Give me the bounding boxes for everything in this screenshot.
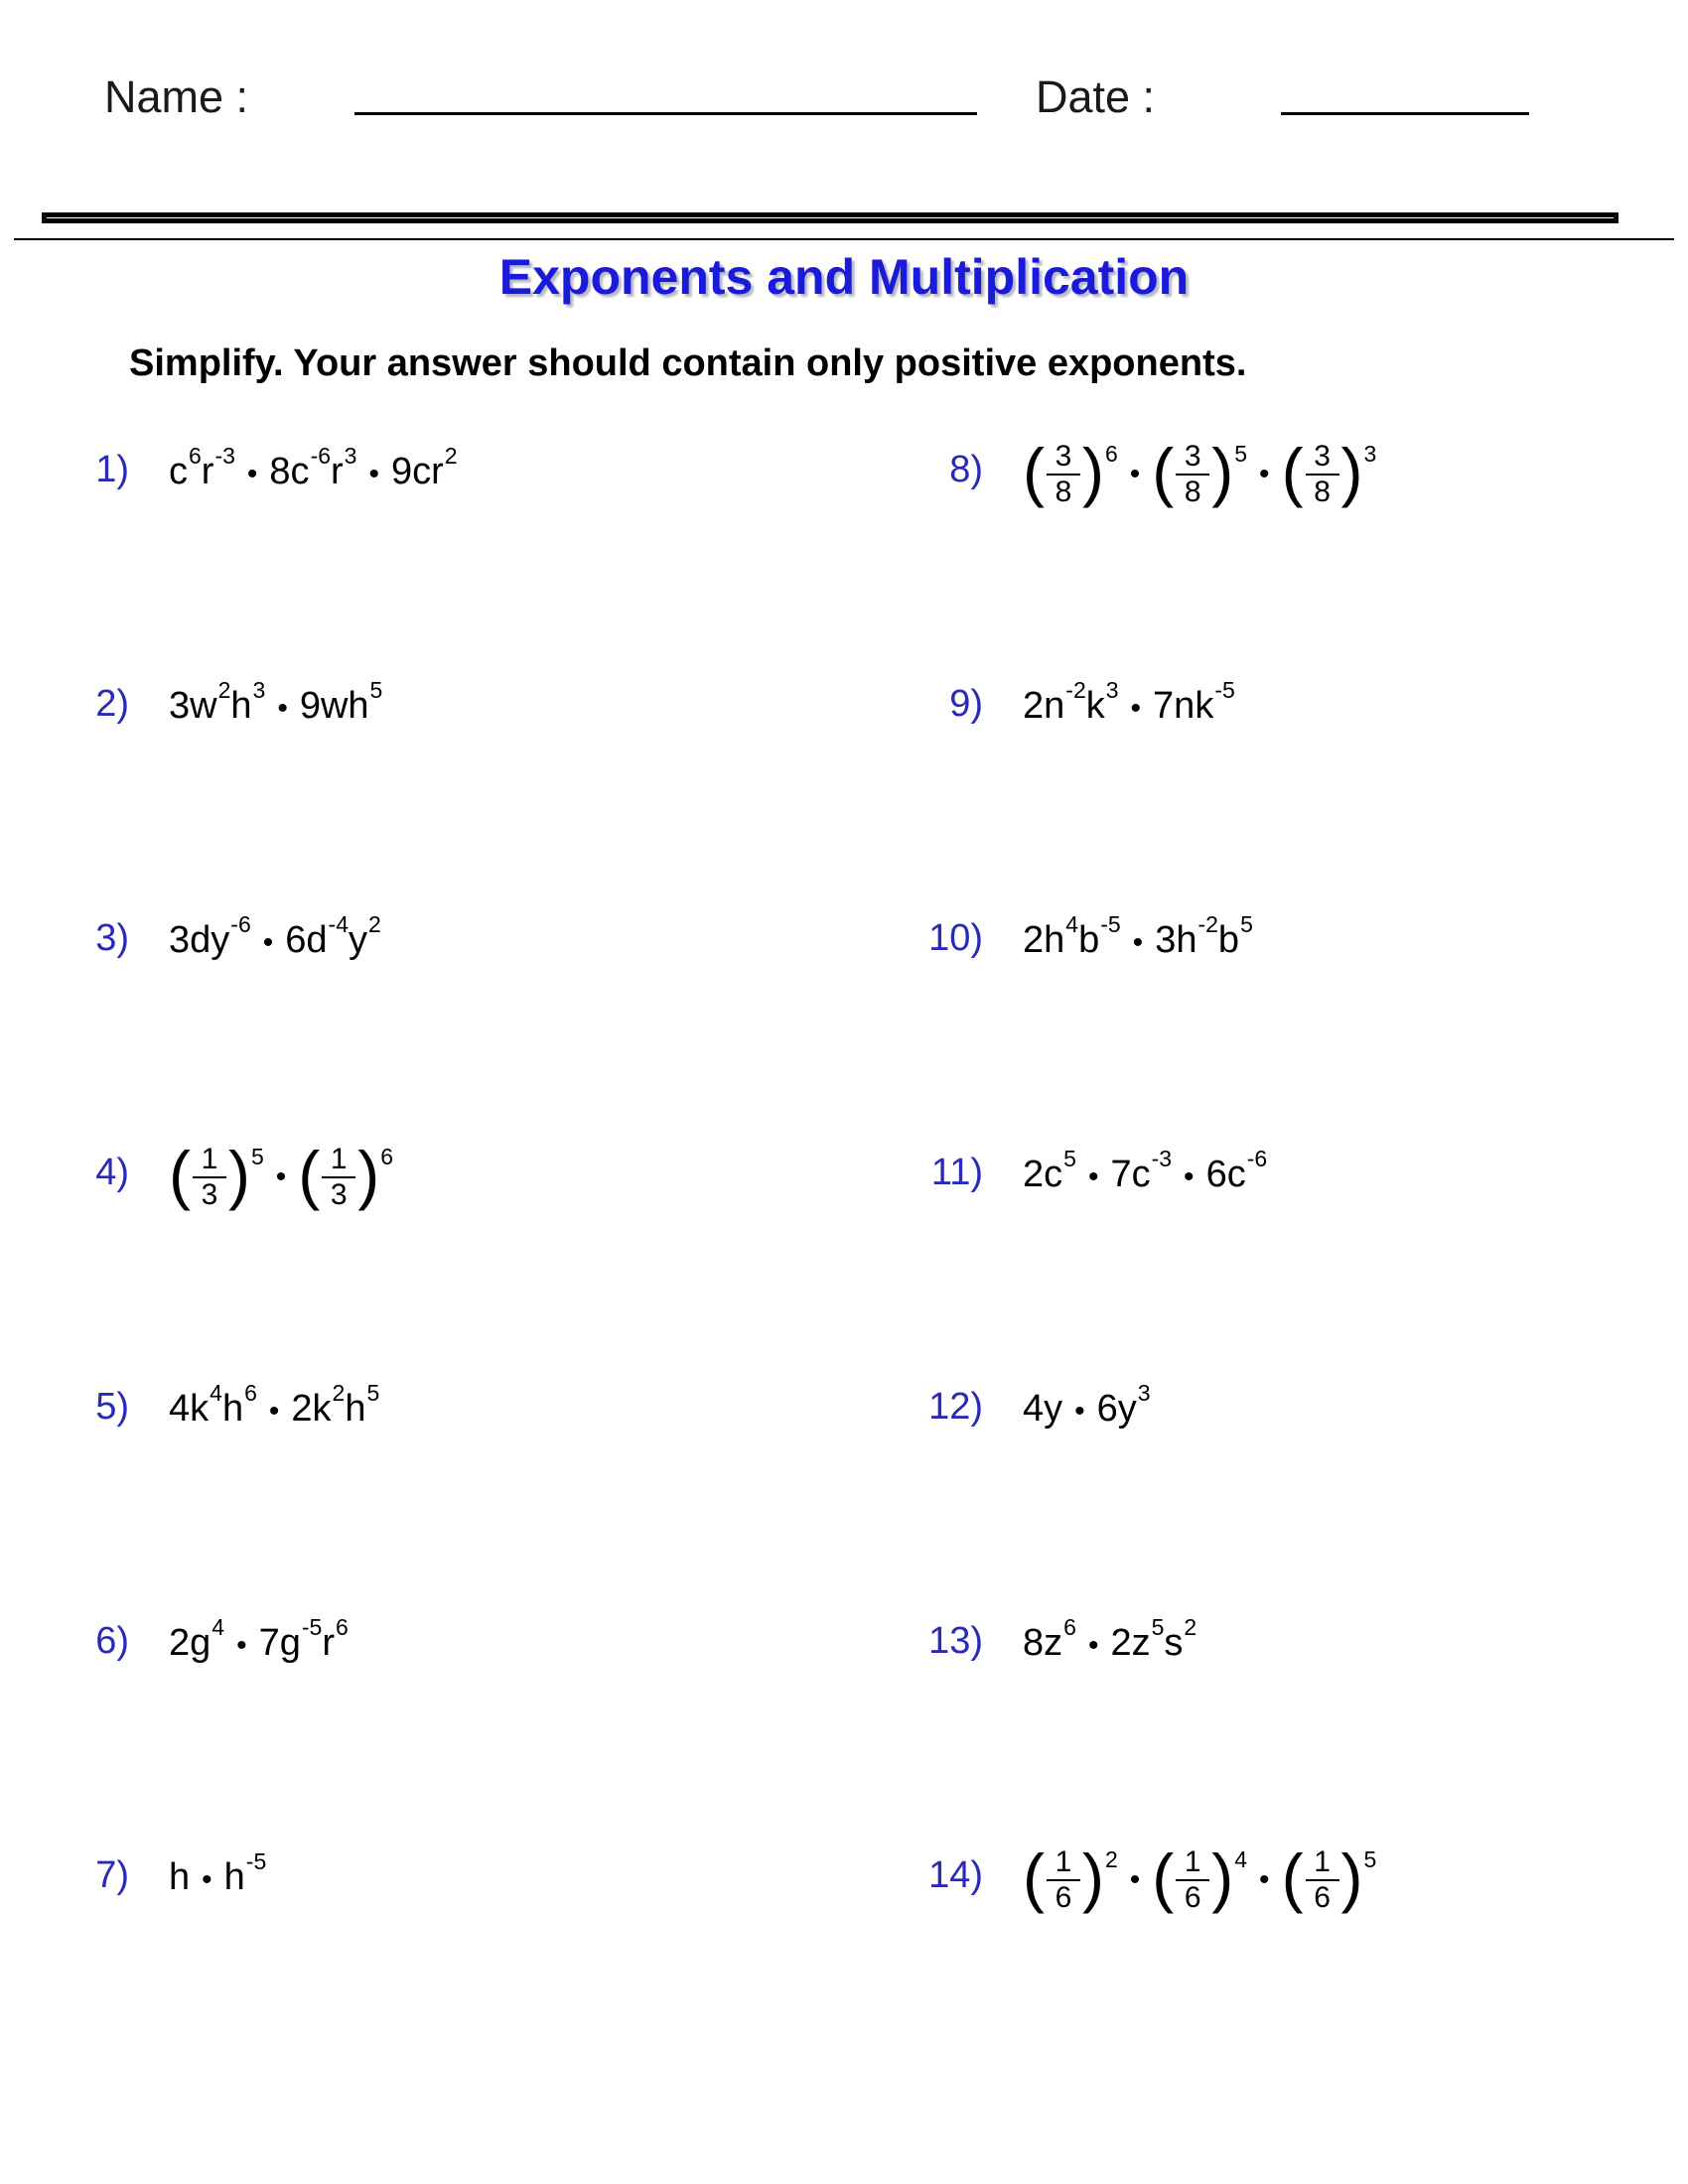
exponent: -6: [230, 911, 251, 937]
exponent: 5: [1240, 911, 1253, 937]
term-base: 2k: [291, 1388, 332, 1430]
problem-number: 9): [949, 683, 983, 725]
exponent: 6: [189, 443, 202, 469]
term-base: b: [1078, 919, 1100, 961]
problem-item: [894, 1364, 1668, 1453]
problem-number: 8): [949, 449, 983, 490]
term-base: 6c: [1205, 1154, 1246, 1195]
exponent: 3: [1105, 677, 1119, 703]
fraction-numerator: 1: [1306, 1845, 1339, 1881]
exponent: 5: [1234, 441, 1248, 467]
multiply-dot: •: [1132, 926, 1144, 959]
exponent: -3: [214, 443, 235, 469]
exponent: -5: [245, 1848, 267, 1874]
term-base: 8c: [269, 451, 310, 492]
exponent: 6: [380, 1144, 394, 1169]
fraction-denominator: 6: [1314, 1881, 1331, 1914]
instructions: Simplify. Your answer should contain only positive exponents.: [129, 342, 1247, 384]
term-base: 9wh: [299, 685, 369, 727]
exponent: -2: [1197, 911, 1218, 937]
fraction: [1176, 1833, 1209, 1915]
term-base: 7g: [258, 1622, 301, 1664]
monomial: [169, 1598, 224, 1692]
problem-number: 12): [928, 1386, 983, 1428]
multiply-dot: •: [262, 926, 274, 959]
header-thin-rule: [14, 238, 1674, 240]
fraction-numerator: 1: [322, 1143, 355, 1178]
exponent: 3: [344, 443, 357, 469]
exponent: 3: [1363, 441, 1377, 467]
monomial: [169, 661, 265, 754]
problem-expression: [169, 1364, 379, 1453]
exponent: -3: [1151, 1146, 1173, 1171]
problem-item: [40, 1598, 814, 1688]
monomial: [1023, 661, 1119, 754]
problem-item: [894, 895, 1668, 985]
fraction-numerator: 3: [1306, 440, 1339, 476]
right-paren: ): [1340, 435, 1363, 508]
exponent: 4: [211, 1614, 225, 1640]
problem-expression: [169, 427, 458, 516]
monomial: [300, 661, 383, 754]
fraction: [1047, 1833, 1080, 1915]
worksheet-title: Exponents and Multiplication: [498, 249, 1190, 305]
left-paren: (: [1152, 1841, 1175, 1914]
term-base: s: [1164, 1622, 1184, 1664]
fraction-denominator: 6: [1184, 1881, 1201, 1914]
multiply-dot: •: [1184, 1160, 1195, 1193]
problem-item: [894, 1598, 1668, 1688]
multiply-dot: •: [1087, 1160, 1099, 1193]
exponent: 4: [210, 1380, 222, 1406]
term-base: h: [345, 1388, 366, 1430]
name-blank-line: [354, 112, 977, 115]
term-base: 9cr: [390, 451, 444, 492]
fraction: [1047, 427, 1080, 509]
problem-item: [894, 1833, 1668, 1922]
exponent: 2: [1184, 1614, 1197, 1640]
problem-item: [894, 661, 1668, 751]
exponent: -6: [310, 443, 332, 469]
fraction: [1176, 427, 1209, 509]
monomial: [1206, 1130, 1268, 1223]
problem-expression: [1023, 1833, 1376, 1922]
term-base: 2z: [1110, 1622, 1151, 1664]
term-base: h: [221, 1388, 244, 1430]
multiply-dot: •: [1130, 692, 1142, 725]
fraction-power: [169, 1130, 264, 1219]
multiply-dot: •: [236, 1629, 247, 1662]
exponent: 5: [1363, 1846, 1377, 1872]
fraction-power: [298, 1130, 393, 1219]
left-paren: (: [1281, 1841, 1304, 1914]
term-base: h: [230, 685, 252, 727]
exponent: -2: [1065, 677, 1086, 703]
problem-number: 2): [95, 683, 129, 725]
term-base: 7c: [1110, 1154, 1151, 1195]
monomial: [291, 1364, 379, 1457]
fraction-power: [1152, 1833, 1247, 1922]
problem-expression: [1023, 661, 1235, 751]
header-double-rule: [42, 212, 1618, 223]
problem-item: [40, 895, 814, 985]
fraction-denominator: 3: [201, 1178, 218, 1211]
exponent: 6: [335, 1614, 349, 1640]
exponent: -5: [1214, 677, 1235, 703]
monomial: [391, 427, 458, 520]
term-base: 6d: [285, 919, 328, 961]
date-label: Date :: [1036, 71, 1156, 122]
exponent: 2: [444, 443, 458, 469]
problem-number: 11): [930, 1152, 983, 1193]
exponent: 2: [367, 911, 381, 937]
multiply-dot: •: [1259, 1863, 1270, 1896]
term-base: 2h: [1023, 919, 1065, 961]
monomial: [1097, 1364, 1151, 1457]
exponent: 3: [252, 677, 266, 703]
problem-item: [40, 427, 814, 516]
right-paren: ): [1211, 435, 1234, 508]
term-base: c: [169, 451, 188, 492]
multiply-dot: •: [268, 1395, 280, 1428]
monomial: [1110, 1130, 1172, 1223]
term-base: 7nk: [1153, 685, 1214, 727]
left-paren: (: [1152, 435, 1175, 508]
monomial: [169, 895, 251, 989]
left-paren: (: [169, 1138, 191, 1211]
left-paren: (: [1023, 1841, 1045, 1914]
term-base: k: [1085, 685, 1105, 727]
monomial: [285, 895, 381, 989]
term-base: 3w: [169, 685, 217, 727]
exponent: -5: [1100, 911, 1121, 937]
problem-number: 14): [928, 1854, 983, 1896]
multiply-dot: •: [1259, 458, 1270, 490]
right-paren: ): [1340, 1841, 1363, 1914]
monomial: [169, 1364, 257, 1457]
multiply-dot: •: [275, 1160, 287, 1193]
problem-item: [40, 1833, 814, 1922]
problem-item: [40, 1364, 814, 1453]
term-base: h: [223, 1856, 245, 1898]
fraction-denominator: 8: [1184, 476, 1201, 508]
multiply-dot: •: [277, 692, 288, 725]
problem-number: 10): [928, 917, 983, 959]
term-base: 8z: [1023, 1622, 1063, 1664]
monomial: [224, 1833, 267, 1926]
term-base: r: [331, 451, 344, 492]
fraction-power: [1023, 427, 1118, 516]
term-base: r: [322, 1622, 335, 1664]
monomial: [259, 1598, 349, 1692]
problem-expression: [169, 661, 382, 751]
problem-item: [894, 427, 1668, 516]
left-paren: (: [298, 1138, 321, 1211]
monomial: [1155, 895, 1253, 989]
monomial: [269, 427, 356, 520]
fraction-power: [1023, 1833, 1118, 1922]
problem-item: [894, 1130, 1668, 1219]
fraction-numerator: 1: [193, 1143, 226, 1178]
problem-expression: [169, 1833, 266, 1922]
problem-expression: [169, 1598, 349, 1688]
problem-number: 4): [95, 1152, 129, 1193]
exponent: 6: [1063, 1614, 1076, 1640]
monomial: [1023, 1364, 1062, 1453]
problem-item: [40, 1130, 814, 1219]
term-base: 4y: [1023, 1388, 1063, 1430]
multiply-dot: •: [1074, 1395, 1085, 1428]
term-base: 3h: [1155, 919, 1197, 961]
fraction: [1306, 427, 1339, 509]
date-blank-line: [1281, 112, 1529, 115]
right-paren: ): [1081, 1841, 1104, 1914]
exponent: 3: [1137, 1380, 1151, 1406]
exponent: 5: [366, 1380, 380, 1406]
exponent: 6: [244, 1380, 257, 1406]
term-base: h: [169, 1856, 191, 1898]
exponent: 2: [332, 1380, 346, 1406]
fraction-denominator: 6: [1055, 1881, 1072, 1914]
problem-expression: [169, 895, 381, 985]
exponent: 5: [1151, 1614, 1165, 1640]
exponent: 4: [1065, 911, 1079, 937]
exponent: 5: [1063, 1146, 1076, 1171]
exponent: 5: [369, 677, 383, 703]
term-base: 2c: [1023, 1154, 1063, 1195]
right-paren: ): [357, 1138, 380, 1211]
monomial: [169, 427, 235, 520]
fraction: [1306, 1833, 1339, 1915]
problem-expression: [1023, 427, 1376, 516]
problem-number: 6): [95, 1620, 129, 1662]
right-paren: ): [1211, 1841, 1234, 1914]
exponent: 2: [217, 677, 231, 703]
term-base: 2n: [1023, 685, 1065, 727]
right-paren: ): [1081, 435, 1104, 508]
monomial: [1023, 1598, 1076, 1692]
multiply-dot: •: [1129, 1863, 1141, 1896]
term-base: 3dy: [169, 919, 230, 961]
fraction-denominator: 3: [330, 1178, 348, 1211]
term-base: 2g: [169, 1622, 211, 1664]
exponent: 2: [1104, 1846, 1118, 1872]
exponent: -5: [301, 1614, 323, 1640]
monomial: [1110, 1598, 1196, 1692]
fraction-numerator: 3: [1047, 440, 1080, 476]
fraction: [322, 1130, 355, 1212]
right-paren: ): [227, 1138, 250, 1211]
monomial: [1023, 1130, 1076, 1223]
problem-number: 13): [928, 1620, 983, 1662]
multiply-dot: •: [1087, 1629, 1099, 1662]
term-base: 6y: [1096, 1388, 1137, 1430]
left-paren: (: [1023, 435, 1045, 508]
multiply-dot: •: [1129, 458, 1141, 490]
multiply-dot: •: [202, 1863, 212, 1896]
fraction-power: [1152, 427, 1247, 516]
fraction: [193, 1130, 226, 1212]
problem-item: [40, 661, 814, 751]
exponent: 4: [1234, 1846, 1248, 1872]
fraction-numerator: 1: [1176, 1845, 1209, 1881]
term-base: 4k: [169, 1388, 210, 1430]
monomial: [169, 1833, 190, 1922]
problem-number: 3): [95, 917, 129, 959]
multiply-dot: •: [368, 458, 379, 490]
problem-number: 1): [95, 449, 129, 490]
monomial: [1023, 895, 1121, 989]
fraction-numerator: 1: [1047, 1845, 1080, 1881]
problem-expression: [1023, 1598, 1196, 1688]
fraction-denominator: 8: [1055, 476, 1072, 508]
problem-expression: [1023, 1130, 1267, 1219]
term-base: b: [1217, 919, 1240, 961]
exponent: -6: [1246, 1146, 1268, 1171]
exponent: 6: [1104, 441, 1118, 467]
problem-expression: [169, 1130, 393, 1219]
exponent: 5: [250, 1144, 264, 1169]
exponent: -4: [328, 911, 349, 937]
name-label: Name :: [104, 71, 249, 122]
term-base: y: [348, 919, 367, 961]
fraction-denominator: 8: [1314, 476, 1331, 508]
fraction-power: [1282, 427, 1377, 516]
problem-expression: [1023, 895, 1253, 985]
monomial: [1153, 661, 1235, 754]
left-paren: (: [1281, 435, 1304, 508]
multiply-dot: •: [246, 458, 258, 490]
problem-number: 5): [95, 1386, 129, 1428]
fraction-numerator: 3: [1176, 440, 1209, 476]
problem-number: 7): [95, 1854, 129, 1896]
term-base: r: [201, 451, 214, 492]
problem-expression: [1023, 1364, 1151, 1453]
fraction-power: [1282, 1833, 1377, 1922]
